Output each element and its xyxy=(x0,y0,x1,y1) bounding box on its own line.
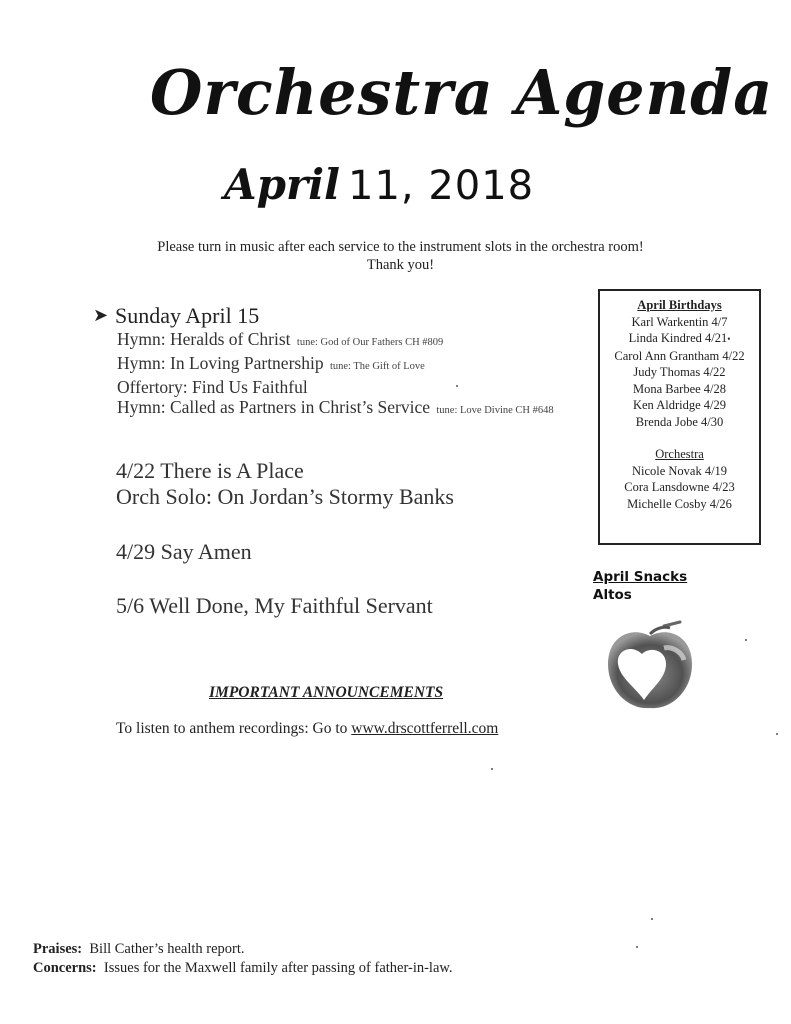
upcoming-4-22 xyxy=(116,458,454,510)
snacks-heading: April Snacks xyxy=(593,569,688,585)
snacks-group: Altos xyxy=(593,587,632,603)
list-item xyxy=(117,397,554,421)
list-item: 4/29 Say Amen xyxy=(116,539,252,564)
scan-speck xyxy=(745,639,747,641)
item-tune: tune: Love Divine CH #648 xyxy=(436,405,554,416)
concerns-label: Concerns: xyxy=(33,960,97,976)
date-month: April xyxy=(224,160,340,209)
announcement-line: To listen to anthem recordings: Go to xyxy=(116,720,352,737)
item-label: Offertory: Find Us Faithful xyxy=(117,377,308,397)
praises-label: Praises: xyxy=(33,941,83,957)
concerns-line xyxy=(33,959,453,978)
scan-speck xyxy=(491,768,493,770)
praises-text: Bill Cather’s health report. xyxy=(82,941,245,957)
list-item: 5/6 Well Done, My Faithful Servant xyxy=(116,593,433,618)
list-item: 4/22 There is A Place xyxy=(116,458,304,483)
sunday-heading xyxy=(93,302,554,329)
praises-line xyxy=(33,940,453,959)
recordings-link[interactable]: www.drscottferrell.com xyxy=(351,720,499,737)
item-label: Hymn: In Loving Partnership xyxy=(117,353,324,373)
birthday-entry: Karl Warkentin 4/7 xyxy=(631,314,728,329)
notice-thanks: Thank you! xyxy=(366,257,435,273)
item-tune: tune: God of Our Fathers CH #809 xyxy=(296,337,444,348)
birthday-entry: Linda Kindred 4/21• xyxy=(628,331,731,345)
announcements-heading: IMPORTANT ANNOUNCEMENTS xyxy=(209,684,444,701)
scan-speck xyxy=(776,733,778,735)
birthdays-heading: April Birthdays xyxy=(637,298,722,312)
concerns-text: Issues for the Maxwell family after passing of father-in-law. xyxy=(96,960,453,976)
heart-apple-icon xyxy=(602,618,698,714)
arrow-bullet-icon: ➤ xyxy=(93,305,109,325)
birthday-entry: Carol Ann Grantham 4/22 xyxy=(614,348,745,363)
scan-speck xyxy=(456,385,458,387)
birthday-entry: Cora Lansdowne 4/23 xyxy=(624,480,735,494)
item-label: Hymn: Heralds of Christ xyxy=(117,329,291,349)
birthday-entry: Mona Barbee 4/28 xyxy=(632,381,727,396)
birthday-entry: Michelle Cosby 4/26 xyxy=(627,496,732,511)
orchestra-birthdays-heading: Orchestra xyxy=(655,447,704,461)
list-item xyxy=(117,353,554,377)
scan-speck xyxy=(636,946,638,948)
list-item xyxy=(117,377,554,397)
announcements-text xyxy=(116,720,498,738)
list-item: Orch Solo: On Jordan’s Stormy Banks xyxy=(116,484,454,509)
birthday-entry: Nicole Novak 4/19 xyxy=(631,463,728,478)
sunday-items xyxy=(117,329,554,421)
birthday-entry: Ken Aldridge 4/29 xyxy=(632,398,727,412)
upcoming-5-6 xyxy=(116,593,433,619)
date-day-year: 11, 2018 xyxy=(348,163,535,209)
sunday-section xyxy=(93,302,554,421)
praises-concerns xyxy=(33,940,453,978)
page-title: Orchestra Agenda xyxy=(150,56,774,129)
agenda-date xyxy=(224,160,534,209)
item-tune: tune: The Gift of Love xyxy=(329,361,425,372)
upcoming-4-29 xyxy=(116,539,252,565)
music-return-notice xyxy=(0,238,791,274)
notice-line: Please turn in music after each service to the instrument slots in the orchestra room! xyxy=(157,239,644,255)
item-label: Hymn: Called as Partners in Christ’s Service xyxy=(117,397,431,417)
snacks-section xyxy=(593,568,687,604)
list-item xyxy=(117,329,554,353)
sunday-heading-text: Sunday April 15 xyxy=(115,303,260,328)
scan-speck xyxy=(651,918,653,920)
birthdays-box xyxy=(598,289,761,545)
birthday-entry: Judy Thomas 4/22 xyxy=(633,365,726,379)
birthday-entry: Brenda Jobe 4/30 xyxy=(635,414,724,429)
